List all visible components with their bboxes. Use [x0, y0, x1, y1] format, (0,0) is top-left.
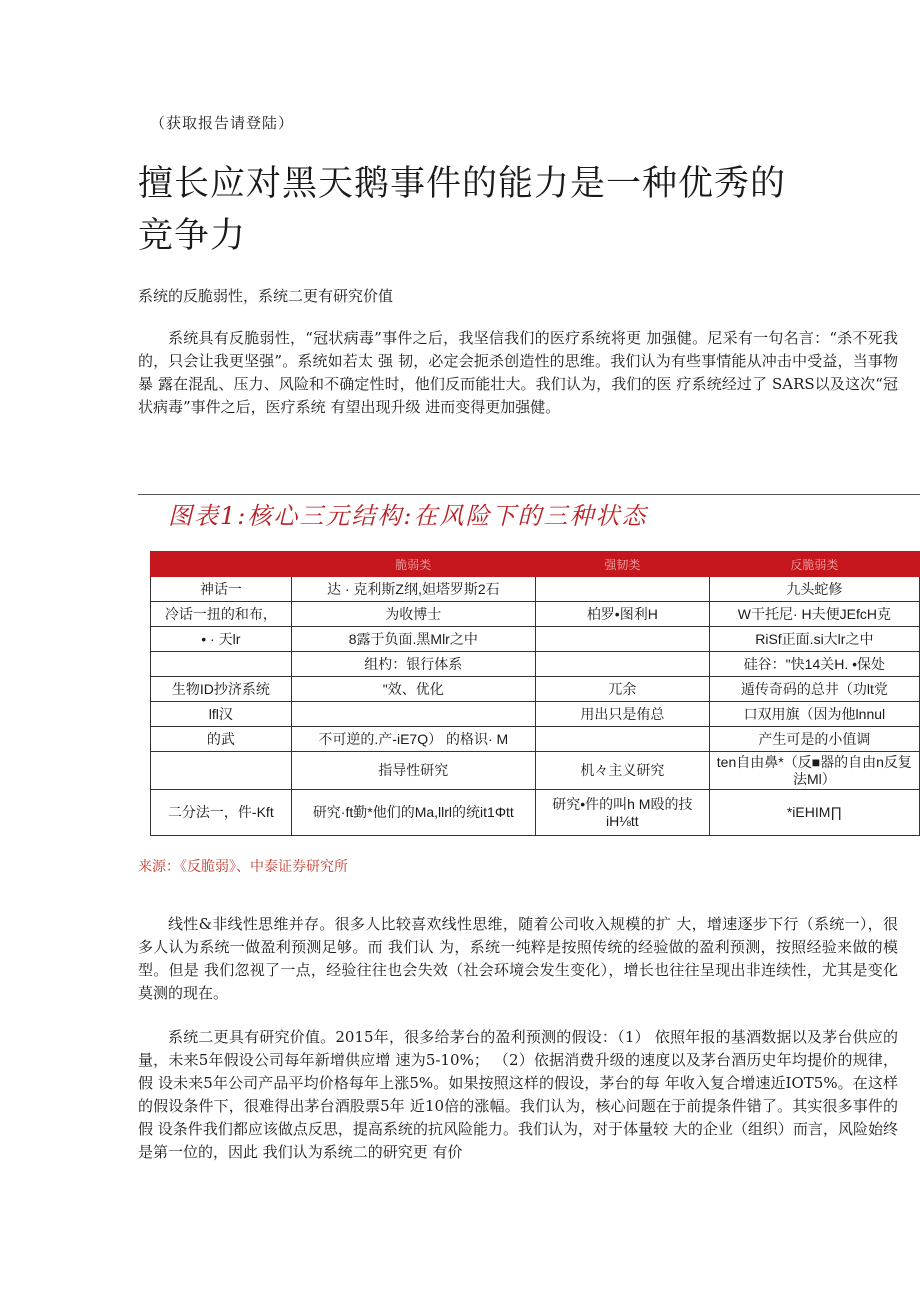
table-cell: 的武	[151, 727, 292, 752]
table-row	[151, 677, 920, 702]
table-row	[151, 702, 920, 727]
table-cell	[535, 577, 709, 602]
table-cell	[151, 752, 292, 790]
table-cell: 机々主义研究	[535, 752, 709, 790]
body-paragraph: 线性&非线性思维并存。很多人比较喜欢线性思维，随着公司收入规模的扩 大，增速逐步下行（系统一），很多人认为系统一做盈利预测足够。而 我们认 为，系统一纯粹是按照传统的经验做的盈利预测，按照经验来做的模型。但是 我们忽视了一点，经验往往也会失效（社会环境会发生变化），增长也往往呈现出非连续性，尤其是变化莫测的现在。	[138, 915, 898, 1002]
table-cell	[535, 627, 709, 652]
table-cell: 遁传奇码的总井（功lt党	[709, 677, 919, 702]
table-cell: *iEHIM∏	[709, 790, 919, 836]
page-title: 擅长应对黑天鹅事件的能力是一种优秀的竞争力	[138, 164, 787, 256]
table-cell: "效、优化	[291, 677, 535, 702]
table-cell: 用出只是侑总	[535, 702, 709, 727]
figure-title: 图表1:核心三元结构:在风险下的三种状态	[168, 502, 648, 530]
table-cell: ten自由鼻*（反■器的自由n反复法Ml）	[709, 752, 919, 790]
table-cell: 达 · 克利斯Z纲,妲塔罗斯2石	[291, 577, 535, 602]
table-cell: 不可逆的.产-iE7Q） 的格识· M	[291, 727, 535, 752]
table-header-cell: 强韧类	[535, 552, 709, 577]
table-row	[151, 727, 920, 752]
table-cell: 为收博士	[291, 602, 535, 627]
table-cell: 冷话一扭的和布，	[151, 602, 292, 627]
table-row	[151, 652, 920, 677]
table-row	[151, 627, 920, 652]
table-row	[151, 602, 920, 627]
table-cell	[151, 652, 292, 677]
table-cell: W干托尼· H夫便JEfcH克	[709, 602, 919, 627]
table-cell	[535, 652, 709, 677]
table-cell: 硅谷："快14关H. •保处	[709, 652, 919, 677]
table-cell: 产生可是的小值调	[709, 727, 919, 752]
section-subtitle: 系统的反脆弱性，系统二更有研究价值	[138, 287, 394, 305]
table-cell	[291, 702, 535, 727]
body-paragraph: 系统二更具有研究价值。2015年，很多给茅台的盈利预测的假设：（1） 依照年报的基酒数据以及茅台供应的量，未来5年假设公司每年新增供应增 速为5-10%； （2）依据消费升级的速度以及茅台酒历史年均提价的规律，假 设未来5年公司产品平均价格每年上涨5%。如果按照这样的假设，茅台的每 年收入复合增速近IOT5%。在这样的假设条件下，很难得出茅台酒股票5年 近10倍的涨幅。我们认为，核心问题在于前提条件错了。其实很多事件的假 设条件我们都应该做点反思，提高系统的抗风险能力。我们认为，对于体量较 大的企业（组织）而言，风险始终是第一位的，因此 我们认为系统二的研究更 有价	[138, 1028, 898, 1161]
table-cell: 研究•件的叫h M殴的技iH⅛tt	[535, 790, 709, 836]
table-cell: 指导性研究	[291, 752, 535, 790]
table-cell: 研究·ft勤*他们的Ma,llrl的统it1Φtt	[291, 790, 535, 836]
figure-table	[150, 551, 920, 836]
table-cell: 神话一	[151, 577, 292, 602]
table-cell: 组杓：银行体系	[291, 652, 535, 677]
table-row	[151, 790, 920, 836]
table-row	[151, 577, 920, 602]
table-cell: 8露于负面.黑Mlr之中	[291, 627, 535, 652]
figure-divider	[138, 494, 920, 495]
table-cell: • · 天lr	[151, 627, 292, 652]
table-cell: 兀余	[535, 677, 709, 702]
table-cell: lfl汉	[151, 702, 292, 727]
table-row	[151, 752, 920, 790]
table-cell: 二分法一，件-Kft	[151, 790, 292, 836]
body-paragraph: 系统具有反脆弱性，“冠状病毒”事件之后，我坚信我们的医疗系统将更 加强健。尼采有一句名言：“杀不死我的，只会让我更坚强”。系统如若太 强 韧，必定会扼杀创造性的思维。我们认为有些事情能从冲击中受益，当事物暴 露在混乱、压力、风险和不确定性时，他们反而能壮大。我们认为，我们的医 疗系统经过了 SARS以及这次“冠状病毒”事件之后，医疗系统 有望出现升级 进而变得更加强健。	[138, 329, 898, 416]
table-header-row	[151, 552, 920, 577]
table-cell	[535, 727, 709, 752]
table-cell: 九头蛇修	[709, 577, 919, 602]
table-header-cell	[151, 552, 292, 577]
table-cell: RiSf正面.si大lr之中	[709, 627, 919, 652]
figure-source: 来源：《反脆弱》、中泰证券研究所	[138, 858, 348, 874]
table-cell: 口双用旗（因为他lnnul	[709, 702, 919, 727]
login-note: （获取报告请登陆）	[150, 114, 295, 132]
table-header-cell: 脆弱类	[291, 552, 535, 577]
table-cell: 柏罗•图利H	[535, 602, 709, 627]
table-cell: 生物ID抄济系统	[151, 677, 292, 702]
table-header-cell: 反脆弱类	[709, 552, 919, 577]
